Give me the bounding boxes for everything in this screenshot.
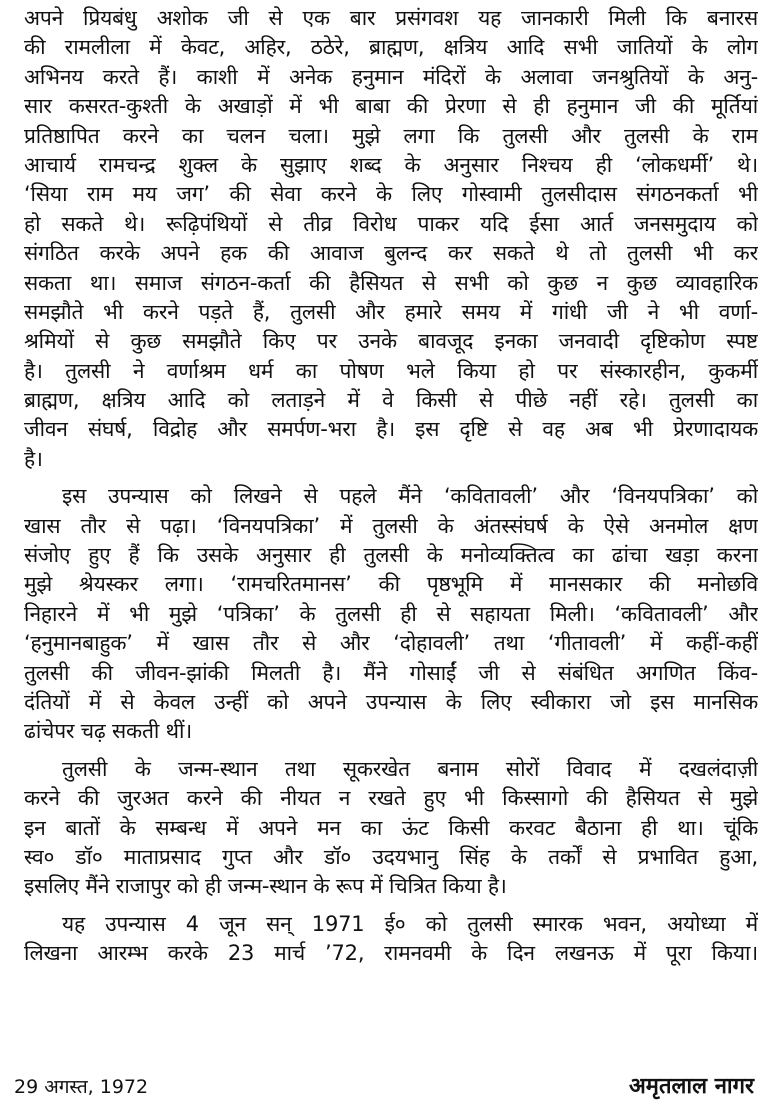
text-line: संजोए हुए हैं कि उसके अनुसार ही तुलसी के मनोव्यक्तित्व का ढांचा खड़ा करना — [24, 543, 758, 568]
text-line: दंतियों में से केवल उन्हीं को अपने उपन्यास के लिए स्वीकारा जो इस मानसिक — [24, 689, 758, 714]
text-line: इन बातों के सम्बन्ध में अपने मन का ऊंट किसी करवट बैठाना ही था। चूंकि — [24, 815, 758, 840]
footer-date: 29 अगस्त, 1972 — [14, 1076, 149, 1098]
text-line: सार कसरत-कुश्ती के अखाड़ों में भी बाबा की प्रेरणा से ही हनुमान जी की मूर्तियां — [24, 94, 758, 119]
text-line: सकता था। समाज संगठन-कर्ता की हैसियत से सभी को कुछ न कुछ व्यावहारिक — [24, 270, 758, 295]
text-line: इस उपन्यास को लिखने से पहले मैंने ‘कवितावली’ और ‘विनयपत्रिका’ को — [62, 484, 758, 509]
text-line: तुलसी की जीवन-झांकी मिलती है। मैंने गोसाईं जी से संबंधित अगणित किंव- — [24, 660, 758, 685]
text-line: तुलसी के जन्म-स्थान तथा सूकरखेत बनाम सोरों विवाद में दखलंदाज़ी — [62, 756, 758, 781]
text-line: है। तुलसी ने वर्णाश्रम धर्म का पोषण भले किया हो पर संस्कारहीन, कुकर्मी — [24, 358, 758, 383]
paragraph-3 — [24, 755, 758, 902]
text-line: है। — [24, 446, 43, 471]
text-line: प्रतिष्ठापित करने का चलन चला। मुझे लगा कि तुलसी और तुलसी के राम — [24, 123, 758, 148]
text-line: जीवन संघर्ष, विद्रोह और समर्पण-भरा है। इस दृष्टि से वह अब भी प्रेरणादायक — [24, 417, 758, 442]
text-line: संगठित करके अपने हक की आवाज बुलन्द कर सकते थे तो तुलसी भी कर — [24, 241, 758, 266]
paragraph-2 — [24, 482, 758, 747]
text-line: करने की जुरअत करने की नीयत न रखते हुए भी किस्सागो की हैसियत से मुझे — [24, 786, 758, 811]
text-line: अपने प्रियबंधु अशोक जी से एक बार प्रसंगवश यह जानकारी मिली कि बनारस — [24, 6, 758, 30]
text-line: ‘हनुमानबाहुक’ में खास तौर से और ‘दोहावली’ तथा ‘गीतावली’ में कहीं-कहीं — [24, 631, 758, 656]
text-line: आचार्य रामचन्द्र शुक्ल के सुझाए शब्द के अनुसार निश्चय ही ‘लोकधर्मी’ थे। — [24, 152, 758, 177]
text-line: ढांचेपर चढ़ सकती थीं। — [24, 719, 193, 744]
text-line: समझौते भी करने पड़ते हैं, तुलसी और हमारे समय में गांधी जी ने भी वर्णा- — [24, 299, 758, 324]
signature-footer — [0, 1072, 780, 1102]
text-line: हो सकते थे। रूढ़िपंथियों से तीव्र विरोध पाकर यदि ईसा आर्त जनसमुदाय को — [24, 211, 758, 236]
text-line: श्रमियों से कुछ समझौते किए पर उनके बावजूद इनका जनवादी दृष्टिकोण स्पष्ट — [24, 329, 758, 354]
text-line: स्व० डॉ० माताप्रसाद गुप्त और डॉ० उदयभानु सिंह के तर्कों से प्रभावित हुआ, — [24, 844, 758, 869]
text-line: मुझे श्रेयस्कर लगा। ‘रामचरितमानस’ की पृष्ठभूमि में मानसकार की मनोछवि — [24, 572, 758, 597]
text-line: अभिनय करते हैं। काशी में अनेक हनुमान मंदिरों के अलावा जनश्रुतियों के अनु- — [24, 64, 758, 89]
text-line: की रामलीला में केवट, अहिर, ठठेरे, ब्राह्मण, क्षत्रिय आदि सभी जातियों के लोग — [24, 35, 758, 60]
footer-author: अमृतलाल नागर — [629, 1074, 754, 1099]
paragraph-4 — [24, 910, 758, 969]
paragraph-1 — [24, 4, 758, 474]
text-line: ‘सिया राम मय जग’ की सेवा करने के लिए गोस्वामी तुलसीदास संगठनकर्ता भी — [24, 182, 758, 207]
text-line: इसलिए मैंने राजापुर को ही जन्म-स्थान के रूप में चित्रित किया है। — [24, 874, 507, 899]
text-line: यह उपन्यास 4 जून सन् 1971 ई० को तुलसी स्मारक भवन, अयोध्या में — [62, 911, 758, 936]
text-line: ब्राह्मण, क्षत्रिय आदि को लताड़ने में वे किसी से पीछे नहीं रहे। तुलसी का — [24, 388, 758, 413]
text-line: निहारने में भी मुझे ‘पत्रिका’ के तुलसी ही से सहायता मिली। ‘कवितावली’ और — [24, 601, 758, 626]
text-line: खास तौर से पढ़ा। ‘विनयपत्रिका’ में तुलसी के अंतस्संघर्ष के ऐसे अनमोल क्षण — [24, 513, 758, 538]
text-line: लिखना आरम्भ करके 23 मार्च ’72, रामनवमी के दिन लखनऊ में पूरा किया। — [24, 941, 758, 966]
